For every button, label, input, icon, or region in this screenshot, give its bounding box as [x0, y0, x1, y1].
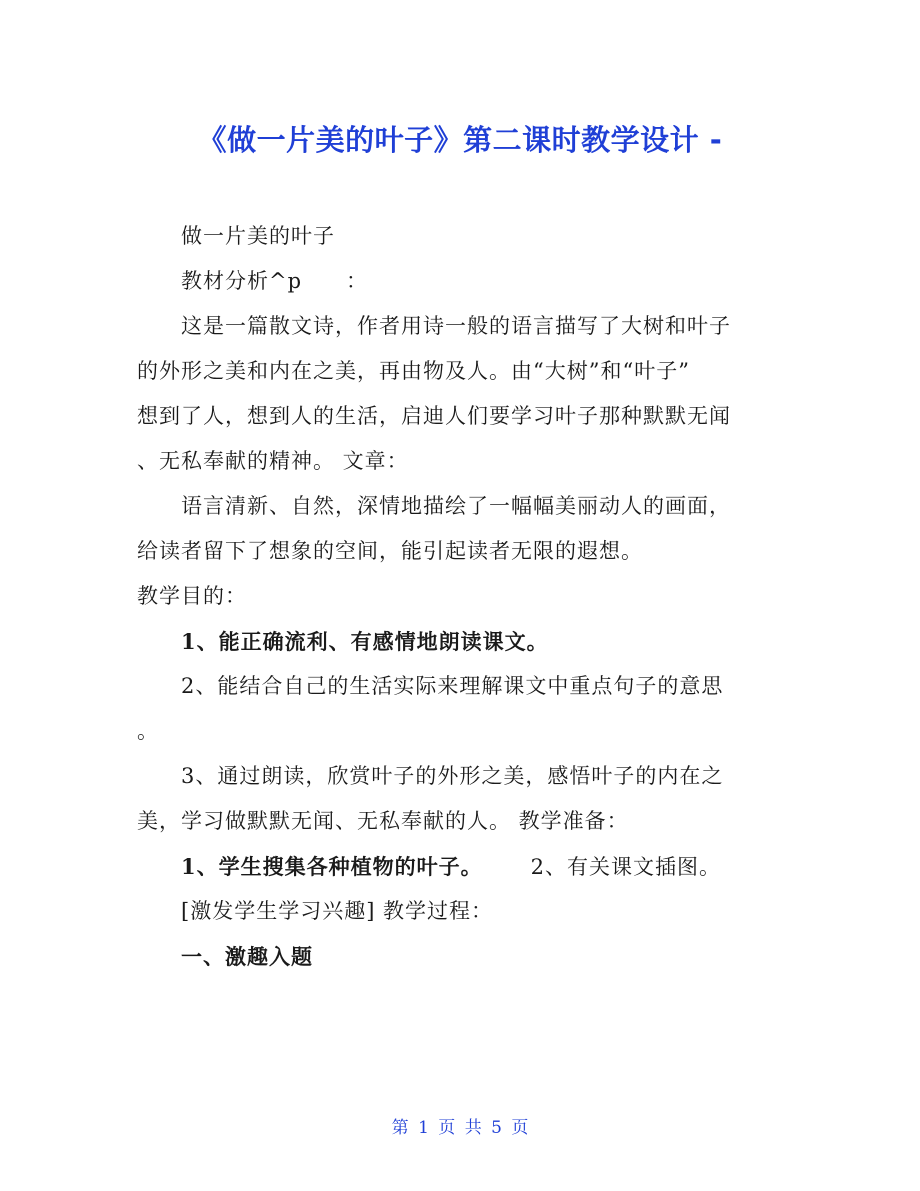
section-heading: 一、激趣入题	[181, 944, 313, 969]
paragraph-line: 语言清新、自然，深情地描绘了一幅幅美丽动人的画面，	[181, 494, 731, 518]
objective-item: 1、能正确流利、有感情地朗读课文。	[181, 629, 549, 654]
paragraph-line: 给读者留下了想象的空间，能引起读者无限的遐想。	[137, 539, 643, 563]
paragraph-line: 。	[137, 719, 159, 743]
paragraph-line: [激发学生学习兴趣] 教学过程：	[181, 899, 494, 923]
objective-item: 3、通过朗读，欣赏叶子的外形之美，感悟叶子的内在之	[181, 764, 724, 788]
paragraph-line: 做一片美的叶子	[181, 224, 335, 248]
paragraph-line: 这是一篇散文诗，作者用诗一般的语言描写了大树和叶子	[181, 314, 731, 338]
objective-item: 2、能结合自己的生活实际来理解课文中重点句子的意思	[181, 674, 724, 698]
document-title: 《做一片美的叶子》第二课时教学设计 -	[197, 123, 723, 157]
paragraph-line: 美，学习做默默无闻、无私奉献的人。 教学准备：	[137, 809, 629, 833]
preparation-line	[137, 844, 785, 889]
paragraph-line: 教材分析^p ：	[181, 269, 369, 293]
paragraph-line: 想到了人，想到人的生活，启迪人们要学习叶子那种默默无闻	[137, 404, 731, 428]
preparation-item-bold: 1、学生搜集各种植物的叶子。	[181, 854, 483, 879]
section-heading: 教学目的：	[137, 584, 247, 608]
preparation-item: 2、有关课文插图。	[530, 855, 721, 879]
document-body	[137, 214, 785, 979]
paragraph-line: 、无私奉献的精神。 文章：	[137, 449, 409, 473]
page-number: 第 1 页 共 5 页	[391, 1118, 529, 1138]
paragraph-line: 的外形之美和内在之美，再由物及人。由“大树”和“叶子”	[137, 359, 690, 383]
